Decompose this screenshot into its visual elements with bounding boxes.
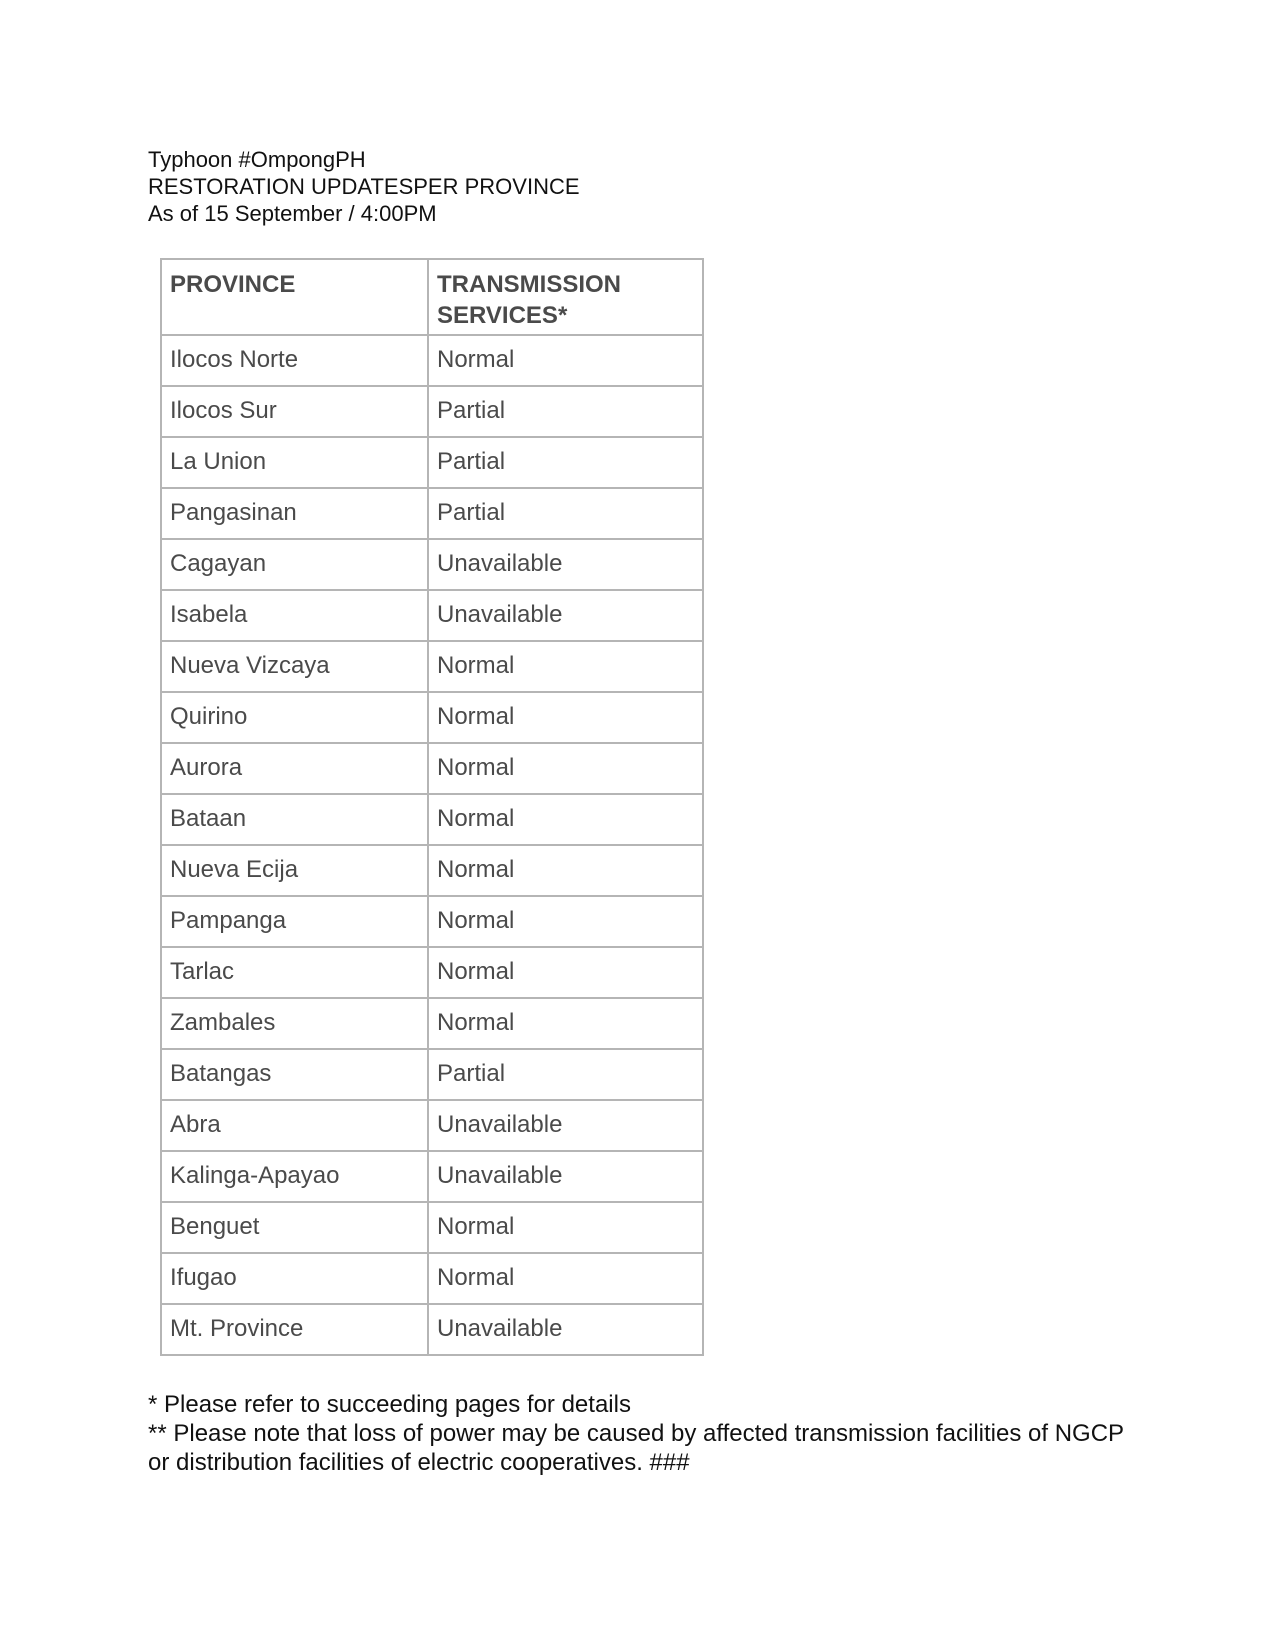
transmission-status-cell: Normal xyxy=(428,947,703,998)
table-row xyxy=(161,1304,703,1355)
table-row xyxy=(161,1253,703,1304)
transmission-status-cell: Unavailable xyxy=(428,590,703,641)
province-cell: Benguet xyxy=(161,1202,428,1253)
transmission-status-cell: Partial xyxy=(428,437,703,488)
province-cell: Cagayan xyxy=(161,539,428,590)
province-cell: Nueva Vizcaya xyxy=(161,641,428,692)
province-cell: Abra xyxy=(161,1100,428,1151)
table-row xyxy=(161,998,703,1049)
province-cell: La Union xyxy=(161,437,428,488)
table-row xyxy=(161,1151,703,1202)
column-header-transmission-services: TRANSMISSION SERVICES* xyxy=(428,259,703,335)
province-cell: Ilocos Sur xyxy=(161,386,428,437)
table-row xyxy=(161,692,703,743)
province-cell: Ifugao xyxy=(161,1253,428,1304)
transmission-status-cell: Normal xyxy=(428,641,703,692)
table-row xyxy=(161,794,703,845)
province-cell: Pampanga xyxy=(161,896,428,947)
table-body xyxy=(161,335,703,1355)
table-row xyxy=(161,539,703,590)
province-cell: Isabela xyxy=(161,590,428,641)
transmission-status-cell: Normal xyxy=(428,896,703,947)
transmission-status-cell: Normal xyxy=(428,692,703,743)
province-cell: Pangasinan xyxy=(161,488,428,539)
province-cell: Kalinga-Apayao xyxy=(161,1151,428,1202)
transmission-status-cell: Normal xyxy=(428,845,703,896)
table-row xyxy=(161,1049,703,1100)
transmission-status-cell: Normal xyxy=(428,1253,703,1304)
province-cell: Tarlac xyxy=(161,947,428,998)
column-header-province: PROVINCE xyxy=(161,259,428,335)
table-row xyxy=(161,437,703,488)
restoration-status-table xyxy=(160,258,704,1356)
table-row xyxy=(161,845,703,896)
table-row xyxy=(161,488,703,539)
transmission-status-cell: Unavailable xyxy=(428,1304,703,1355)
footnote-details: * Please refer to succeeding pages for details xyxy=(148,1391,631,1418)
transmission-status-cell: Normal xyxy=(428,998,703,1049)
province-cell: Zambales xyxy=(161,998,428,1049)
document-header xyxy=(148,146,580,227)
footnote-power-loss: ** Please note that loss of power may be caused by affected transmission facilities of NGCP or distribution facilities of electric cooperatives. ### xyxy=(148,1420,1124,1476)
transmission-status-cell: Partial xyxy=(428,386,703,437)
province-cell: Ilocos Norte xyxy=(161,335,428,386)
transmission-status-cell: Unavailable xyxy=(428,539,703,590)
table-row xyxy=(161,743,703,794)
table-row xyxy=(161,335,703,386)
document-title: Typhoon #OmpongPH xyxy=(148,147,366,172)
table-row xyxy=(161,641,703,692)
province-cell: Quirino xyxy=(161,692,428,743)
table-row xyxy=(161,1100,703,1151)
transmission-status-cell: Unavailable xyxy=(428,1100,703,1151)
province-cell: Mt. Province xyxy=(161,1304,428,1355)
document-subtitle: RESTORATION UPDATESPER PROVINCE xyxy=(148,174,580,199)
province-cell: Batangas xyxy=(161,1049,428,1100)
table-row xyxy=(161,1202,703,1253)
table-row xyxy=(161,386,703,437)
transmission-status-cell: Partial xyxy=(428,1049,703,1100)
table-header-row xyxy=(161,259,703,335)
table-row xyxy=(161,590,703,641)
province-cell: Bataan xyxy=(161,794,428,845)
footnotes xyxy=(148,1390,1148,1477)
document-date: As of 15 September / 4:00PM xyxy=(148,201,437,226)
transmission-status-cell: Normal xyxy=(428,335,703,386)
transmission-status-cell: Normal xyxy=(428,743,703,794)
transmission-status-cell: Normal xyxy=(428,1202,703,1253)
province-cell: Nueva Ecija xyxy=(161,845,428,896)
transmission-status-cell: Normal xyxy=(428,794,703,845)
table-row xyxy=(161,896,703,947)
province-cell: Aurora xyxy=(161,743,428,794)
transmission-status-cell: Unavailable xyxy=(428,1151,703,1202)
transmission-status-cell: Partial xyxy=(428,488,703,539)
table-row xyxy=(161,947,703,998)
